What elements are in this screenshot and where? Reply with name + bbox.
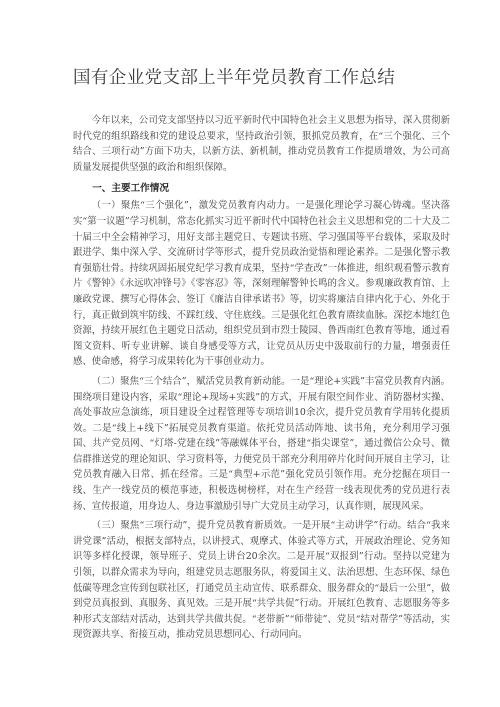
body-paragraph-3: （三）聚焦“三项行动”，提升党员教育新质效。一是开展“主动讲学”行动。结合“我来讲党课”活动，根据支部特点，以讲授式、观摩式、体验式等方式，开展政治理论、党务知识等多样化授课，领导班子、党员上讲台20余次。二是开展“双报到”行动。坚持以党建为引领，以群众需求为导向，组建党员志愿服务队，将爱国主义、法治思想、生态环保、绿色低碳等理念宣传到包联社区，打通党员主动宣传、联系群众、服务群众的“最后一公里”，做到党员真报到、真服务、真见效。三是开展“共学共促”行动。开展红色教育、志愿服务等多种形式支部结对活动，达到共学共做共促。“老带新”“师带徒”、党员“结对帮学”等活动，实现资源共享、衔接互动，推动党员思想同心、行动同向。 [73,520,450,641]
intro-paragraph: 今年以来，公司党支部坚持以习近平新时代中国特色社会主义思想为指导，深入贯彻新时代党的组织路线和党的建设总要求，坚持政治引领，狠抓党员教育，在“三个强化、三个结合、三项行动”方面下功夫，以新方法、新机制，推动党员教育工作提质增效，为公司高质量发展提供坚强的政治和组织保障。 [73,115,450,173]
body-paragraph-1: （一）聚焦“三个强化”，激发党员教育内动力。一是强化理论学习凝心铸魂。坚决落实“第一议题”学习机制，常态化抓实习近平新时代中国特色社会主义思想和党的二十大及二十届三中全会精神学习，用好支部主题党日、专题读书班、学习强国等平台载体，采取及时跟进学、集中深入学、交流研讨学等形式，提升党员政治觉悟和理论素养。二是强化警示教育强筋壮骨。持续巩固拓展党纪学习教育成果，坚持“学查改”一体推进，组织观看警示教育片《警钟》《永远吹冲锋号》《零容忍》等，深刻理解警钟长鸣的含义。参观廉政教育馆、上廉政党课、撰写心得体会、签订《廉洁自律承诺书》等，切实将廉洁自律内化于心、外化于行，真正做到筑牢防线、不踩红线、守住底线。三是强化红色教育赓续血脉。深挖本地红色资源，持续开展红色主题党日活动，组织党员到市烈士陵园、鲁西南红色教育等地，通过看图文资料、听专业讲解、谈自身感受等方式，让党员从历史中汲取前行的力量，增强责任感、使命感，将学习成果转化为干事创业动力。 [73,200,450,368]
section-heading: 一、主要工作情况 [92,183,169,195]
document-title: 国有企业党支部上半年党员教育工作总结 [73,68,396,88]
body-paragraph-2: （二）聚焦“三个结合”，赋活党员教育新动能。一是“理论+实践”丰富党员教育内涵。围绕项目建设内容，采取“理论+现场+实践”的方式，开展有限空间作业、消防器材实操、高处事故应急演练，项目建设全过程管理等专项培训10余次，提升党员教育学用转化提质效。二是“线上+线下”拓展党员教育渠道。依托党员活动阵地、读书角，充分利用学习强国、共产党员网、“灯塔-党建在线”等融媒体平台，搭建“指尖课堂”，通过微信公众号、微信群推送党的理论知识、学习资料等，力便党员干部充分利用碎片化时间开展自主学习，让党员教育融入日常、抓在经常。三是“典型+示范”强化党员引领作用。充分挖掘在项目一线、生产一线党员的模范事迹，积极选树榜样，对在生产经营一线表现优秀的党员进行表扬、宣传报道，用身边人、身边事激励引导广大党员主动学习，认真作则，展现风采。 [73,375,450,512]
